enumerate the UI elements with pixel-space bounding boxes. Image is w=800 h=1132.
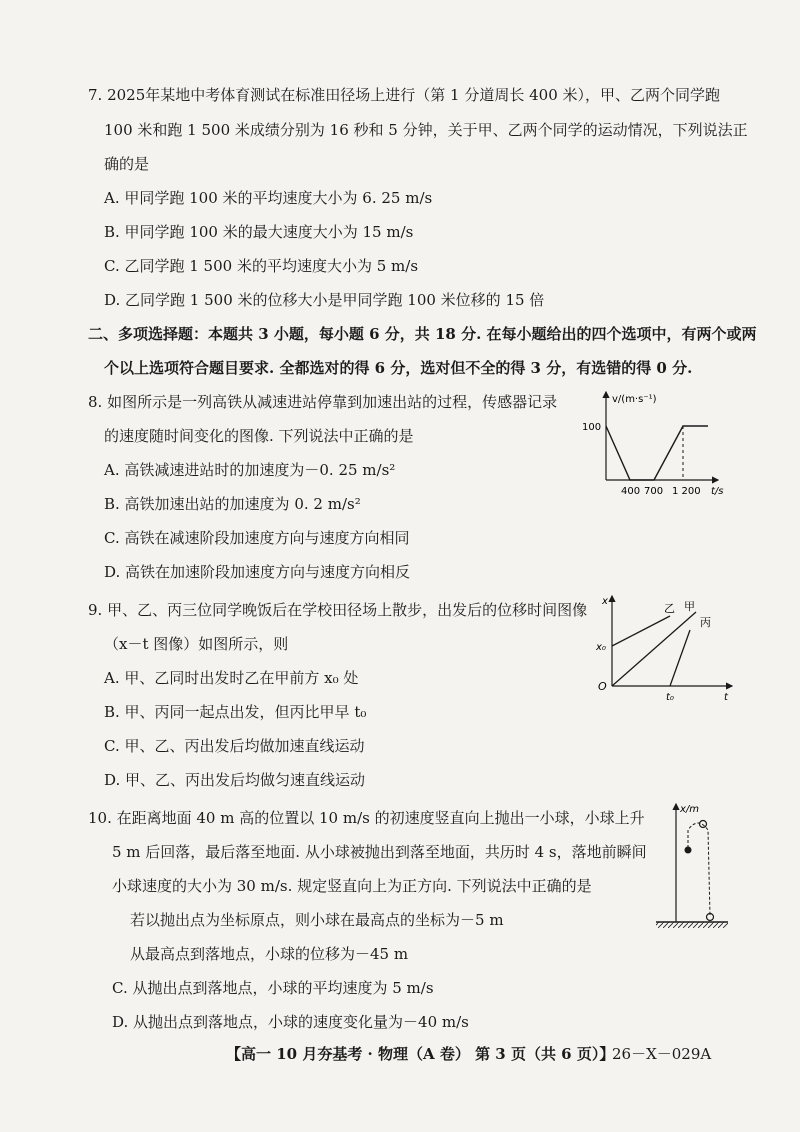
q9-x-tick: t₀ — [666, 692, 674, 702]
q9-label-bing: 丙 — [700, 616, 711, 629]
q8-x-label: t/s — [711, 486, 724, 497]
q10-ball-top-icon — [700, 821, 707, 828]
q8-stem-line2: 的速度随时间变化的图像. 下列说法中正确的是 — [104, 427, 414, 445]
q8-option-c: C. 高铁在减速阶段加速度方向与速度方向相同 — [104, 529, 410, 547]
q10-ball-icon — [685, 847, 692, 854]
q7-stem-line3: 确的是 — [104, 155, 150, 173]
q7-option-a: A. 甲同学跑 100 米的平均速度大小为 6. 25 m/s — [104, 189, 433, 207]
q9-line-yi — [612, 616, 670, 646]
q9-option-d: D. 甲、乙、丙出发后均做匀速直线运动 — [104, 771, 366, 789]
page-footer-code: 26－X－029A — [612, 1045, 712, 1063]
q9-label-yi: 乙 — [664, 602, 675, 615]
q9-stem-line1: 9. 甲、乙、丙三位同学晚饭后在学校田径场上散步，出发后的位移时间图像 — [88, 601, 588, 619]
q9-stem-line2: （x－t 图像）如图所示，则 — [104, 635, 289, 653]
q7-option-c: C. 乙同学跑 1 500 米的平均速度大小为 5 m/s — [104, 257, 419, 275]
q8-option-a: A. 高铁减速进站时的加速度为－0. 25 m/s² — [104, 461, 396, 479]
q8-y-tick: 100 — [582, 422, 602, 433]
q10-option-a: 若以抛出点为坐标原点，则小球在最高点的坐标为－5 m — [130, 911, 504, 929]
q10-stem-line3: 小球速度的大小为 30 m/s. 规定竖直向上为正方向. 下列说法中正确的是 — [112, 877, 592, 895]
q10-option-b: 从最高点到落地点，小球的位移为－45 m — [130, 945, 409, 963]
q8-x-tick-1200: 1 200 — [672, 486, 701, 497]
q10-stem-line2: 5 m 后回落，最后落至地面. 从小球被抛出到落至地面，共历时 4 s，落地前瞬间 — [112, 843, 647, 861]
q9-line-bing — [670, 630, 690, 686]
q8-option-b: B. 高铁加速出站的加速度为 0. 2 m/s² — [104, 495, 361, 513]
q9-option-b: B. 甲、丙同一起点出发，但丙比甲早 t₀ — [104, 703, 367, 721]
q8-vt-graph — [568, 388, 728, 500]
q9-origin-label: O — [598, 680, 607, 693]
q7-option-d: D. 乙同学跑 1 500 米的位移大小是甲同学跑 100 米位移的 15 倍 — [104, 291, 545, 309]
q10-option-d: D. 从抛出点到落地点，小球的速度变化量为－40 m/s — [112, 1013, 469, 1031]
q9-x-label: t — [724, 692, 728, 702]
q9-option-c: C. 甲、乙、丙出发后均做加速直线运动 — [104, 737, 365, 755]
section2-instruction-line2: 个以上选项符合题目要求. 全都选对的得 6 分，选对但不全的得 3 分，有选错的得 0 分. — [104, 359, 693, 377]
q9-xt-graph — [590, 590, 740, 702]
q9-option-a: A. 甲、乙同时出发时乙在甲前方 x₀ 处 — [104, 669, 359, 687]
q8-option-d: D. 高铁在加速阶段加速度方向与速度方向相反 — [104, 563, 411, 581]
q9-label-jia: 甲 — [684, 600, 695, 613]
q8-x-tick-400: 400 — [621, 486, 641, 497]
q10-trajectory — [688, 823, 710, 916]
q9-y-tick: x₀ — [596, 642, 606, 653]
q10-stem-line1: 10. 在距离地面 40 m 高的位置以 10 m/s 的初速度竖直向上抛出一小球，小球上升 — [88, 809, 645, 827]
q10-ground-hatch — [656, 922, 728, 928]
q9-y-label: x — [602, 596, 608, 607]
q10-option-c: C. 从抛出点到落地点，小球的平均速度为 5 m/s — [112, 979, 434, 997]
q7-option-b: B. 甲同学跑 100 米的最大速度大小为 15 m/s — [104, 223, 414, 241]
q8-y-label: v/(m·s⁻¹) — [612, 394, 657, 405]
q10-diagram — [648, 798, 734, 938]
q8-stem-line1: 8. 如图所示是一列高铁从减速进站停靠到加速出站的过程，传感器记录 — [88, 393, 558, 411]
q7-stem-line1: 7. 2025年某地中考体育测试在标准田径场上进行（第 1 分道周长 400 米），甲、乙两个同学跑 — [88, 86, 721, 104]
q7-stem-line2: 100 米和跑 1 500 米成绩分别为 16 秒和 5 分钟，关于甲、乙两个同学的运动情况，下列说法正 — [104, 121, 748, 139]
section2-instruction-line1: 二、多项选择题：本题共 3 小题，每小题 6 分，共 18 分. 在每小题给出的四个选项中，有两个或两 — [88, 325, 757, 343]
q8-velocity-curve — [606, 426, 708, 480]
q10-axis-label: x/m — [680, 804, 700, 815]
q8-x-tick-700: 700 — [644, 486, 664, 497]
page-footer-info: 【高一 10 月夯基考 · 物理（A 卷） 第 3 页（共 6 页）】 — [226, 1045, 615, 1063]
